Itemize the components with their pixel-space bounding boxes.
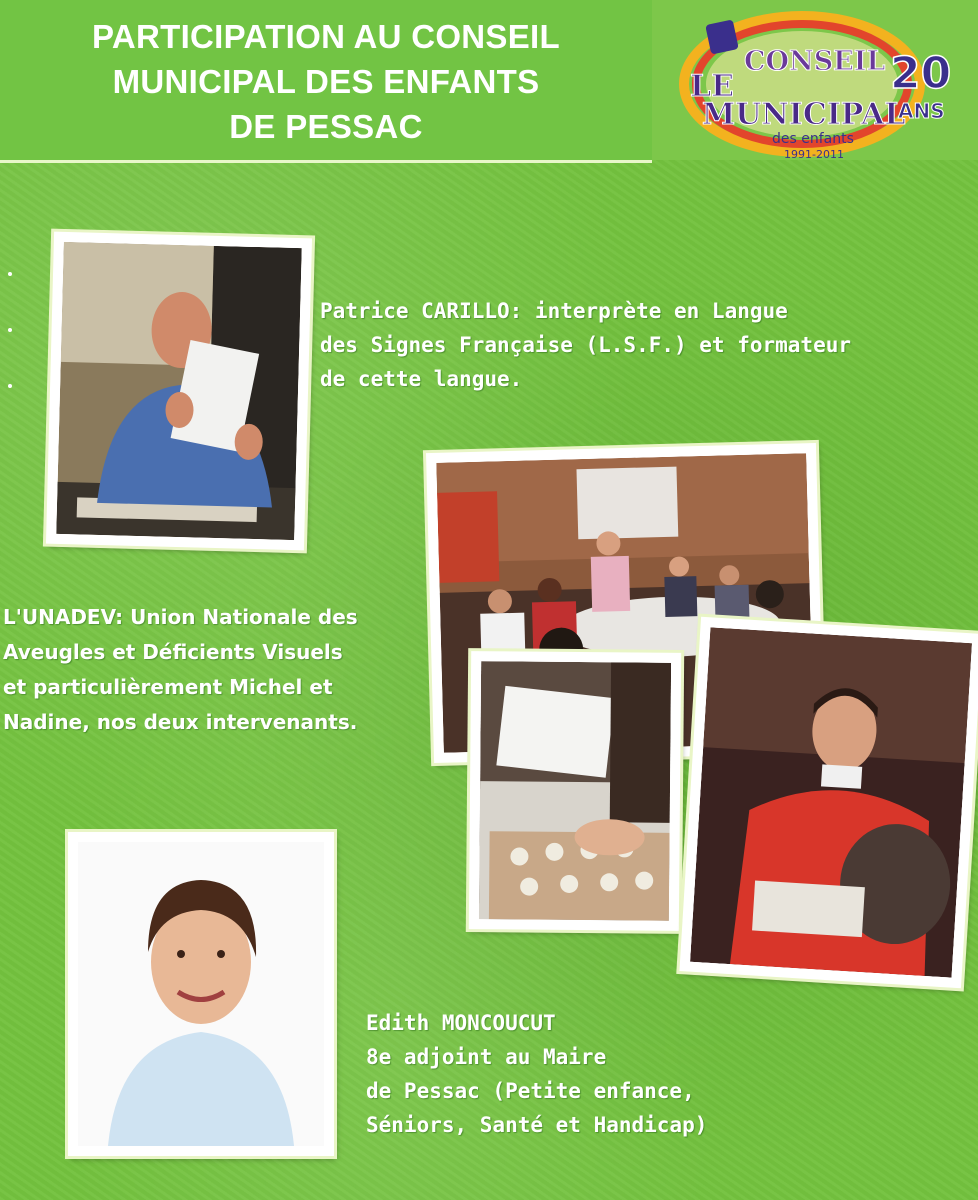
- caption-carillo-line-3: de cette langue.: [320, 367, 523, 391]
- caption-unadev-line-2: Aveugles et Déficients Visuels: [3, 640, 343, 664]
- photo-young-man: [679, 617, 978, 989]
- title-line-3: DE PESSAC: [229, 108, 423, 145]
- logo-graphic: [652, 0, 978, 160]
- logo-ans: ANS: [898, 99, 945, 123]
- decor-dot: [8, 384, 12, 388]
- page-header: [0, 0, 652, 163]
- caption-moncoucut-line-4: Séniors, Santé et Handicap): [366, 1113, 708, 1137]
- cme-20-ans-logo: [652, 0, 978, 160]
- title-line-1: PARTICIPATION AU CONSEIL: [92, 18, 560, 55]
- caption-moncoucut: [366, 1006, 707, 1142]
- caption-moncoucut-line-3: de Pessac (Petite enfance,: [366, 1079, 695, 1103]
- logo-years: 1991-2011: [784, 148, 844, 160]
- logo-word-le: LE: [690, 69, 734, 104]
- logo-word-enfants: des enfants: [772, 131, 854, 147]
- logo-20: 20: [890, 48, 952, 99]
- page-title: [20, 14, 632, 149]
- caption-unadev: [3, 600, 358, 740]
- caption-moncoucut-line-2: 8e adjoint au Maire: [366, 1045, 607, 1069]
- caption-carillo-line-2: des Signes Française (L.S.F.) et formateur: [320, 333, 852, 357]
- photo-braille-game: [469, 651, 681, 931]
- caption-unadev-line-1: L'UNADEV: Union Nationale des: [3, 605, 358, 629]
- logo-word-municipal: MUNICIPAL: [702, 97, 906, 132]
- title-line-2: MUNICIPAL DES ENFANTS: [112, 63, 540, 100]
- caption-unadev-line-4: Nadine, nos deux intervenants.: [3, 710, 358, 734]
- decor-dot: [8, 328, 12, 332]
- photo-patrice-carillo: [46, 232, 312, 551]
- logo-word-conseil: CONSEIL: [744, 46, 886, 77]
- decor-dot: [8, 272, 12, 276]
- caption-carillo-line-1: Patrice CARILLO: interprète en Langue: [320, 299, 788, 323]
- photo-edith-moncoucut: [68, 832, 334, 1156]
- caption-moncoucut-line-1: Edith MONCOUCUT: [366, 1011, 556, 1035]
- caption-unadev-line-3: et particulièrement Michel et: [3, 675, 333, 699]
- caption-carillo: [320, 294, 851, 396]
